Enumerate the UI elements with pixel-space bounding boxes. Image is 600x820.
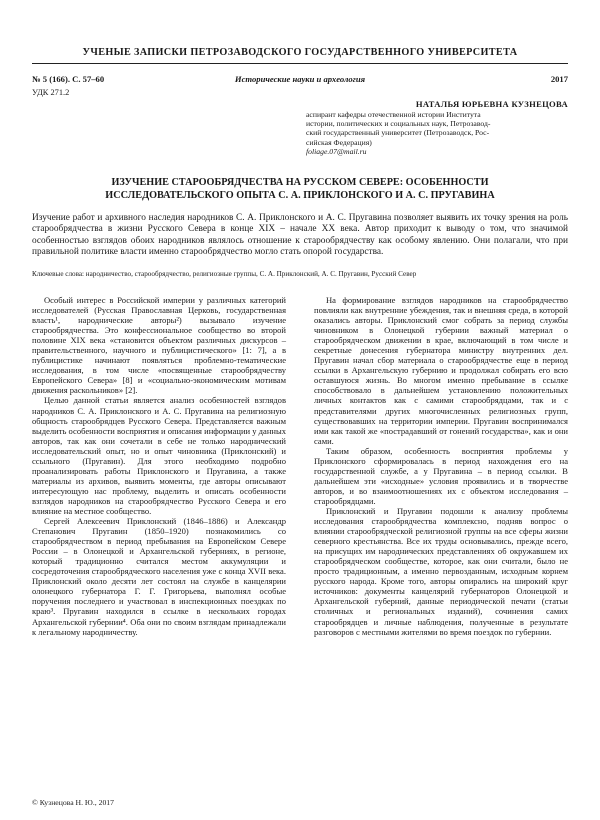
author-email[interactable]: foliage.07@mail.ru xyxy=(306,146,367,156)
body-paragraph: Целью данной статьи является анализ особенностей взглядов народников С. А. Приклонского и А. С. Пругавина на религиозную общность старообрядцев Русского Севера. Представляется важным выделить особенности восприятия и описания информации у данных авторов, так как они сочетали в себе не только народнический исследовательский опыт, но и опыт чиновника (Приклонский) и ссыльного (Пругавин). Для этого необходимо подробно проанализировать работы Приклонского и Пругавина, а также материалы из архивов, выявить моменты, где авторы описывают интересующую нас проблему, выделить и описать особенности взглядов народников на старообрядчество Русского Севера и его влияние на местное сообщество. xyxy=(32,395,286,516)
keywords: Ключевые слова: народничество, старообрядчество, религиозные группы, С. А. Приклонский, А. С. Пругавин, Русский Север xyxy=(32,270,417,278)
body-column-right xyxy=(314,295,568,637)
author-block xyxy=(306,99,568,156)
issue-year: 2017 xyxy=(550,74,568,84)
author-affiliation-line: истории, политических и социальных наук, Петрозавод- xyxy=(306,119,491,129)
issue-info: № 5 (166). С. 57–60 xyxy=(32,74,105,84)
author-name: НАТАЛЬЯ ЮРЬЕВНА КУЗНЕЦОВА xyxy=(415,99,568,109)
abstract: Изучение работ и архивного наследия народников С. А. Приклонского и А. С. Пругавина позволяет выявить их точку зрения на роль старообрядчества в жизни Русского Севера в конце XIX – начале XX века. Автор приходит к выводу о том, что значимой особенностью взглядов обоих народников являлось отношение к старообрядчеству как особому явлению. Они полагали, что при правильной политике власти именно старообрядчество могло стать опорой государства. xyxy=(32,213,568,257)
body-paragraph: Приклонский и Пругавин подошли к анализу проблемы исследования старообрядчества комплексно, подняв вопрос о влиянии старообрядческой религиозной группы на все сферы жизни северного крестьянства. Все их труды основывались, прежде всего, на присущих им народнических представлениях об окружавшем их старообрядческом сообществе, которое, как они считали, было не просто традиционным, а именно первозданным, исходным корнем русского народа. Кроме того, авторы опирались на широкий круг источников: документы канцелярий губернаторов Олонецкой и Архангельской губерний, данные периодической печати (статьи столичных и региональных изданий), сочинения самих старообрядцев и личные наблюдения, полученные в результате разговоров с местными жителями во время поездок по губернии. xyxy=(314,505,568,637)
body-paragraph: На формирование взглядов народников на старообрядчество повлияли как внутренние убеждения, так и внешняя среда, в которой оказались авторы. Приклонский смог собрать за период службы чиновником в Олонецкой губернии важный материал о старообрядческом движении в крае, включающий в том числе и секретные донесения губернатора министру внутренних дел. Пругавин начал сбор материала о старообрядчестве еще в период ссылки в Архангельскую губернию и продолжал собирать его всю оставшуюся жизнь. Во многом именно пребывание в ссылке способствовало в дальнейшем установлению положительных личных контактов как с самими старообрядцами, так и с представителями других многочисленных религиозных групп, существовавших на территории империи. Пругавин воспринимался ими как такой же «пострадавший от гонений государства», как и они сами. xyxy=(314,295,568,446)
journal-title: УЧЕНЫЕ ЗАПИСКИ ПЕТРОЗАВОДСКОГО ГОСУДАРСТВЕННОГО УНИВЕРСИТЕТА xyxy=(82,47,518,58)
body-paragraph: Сергей Алексеевич Приклонский (1846–1886) и Александр Степанович Пругавин (1850–1920) познакомились со старообрядчеством в период пребывания на Европейском Севере России – в Олонецкой и Архангельской губерниях, в регионе, который традиционно считался местом аккумуляции и сосредоточения старообрядческого населения уже с конца XVII века. Приклонский около десяти лет состоял на службе в канцелярии олонецкого губернатора Г. Г. Григорьева, выполнял особые поручения последнего и участвовал в инспекционных поездках по краю³. Пругавин находился в ссылке в нескольких городах Архангельской губернии⁴. Оба они по своим взглядам принадлежали к легальному народничеству. xyxy=(32,516,286,637)
author-affiliation-line: аспирант кафедры отечественной истории Института xyxy=(306,110,481,119)
body-paragraph: Особый интерес в Российской империи у различных категорий исследователей (Русская Православная Церковь, государственная власть¹, народнические авторы²) вызывало изучение старообрядчества. Это конфессиональное сообщество во второй половине XIX века «становится объектом различных дискурсов – правительственного, научного и публицистического» [1: 7], а в публицистике начинают появляться проблемно-тематические исследования, в том числе «посвященные старообрядчеству Европейского Севера» [8] и «социально-экономическим мотивам движения раскольников» [2]. xyxy=(32,295,286,396)
copyright: © Кузнецова Н. Ю., 2017 xyxy=(32,798,114,807)
body-column-left xyxy=(32,295,286,637)
udk-code: УДК 271.2 xyxy=(32,88,70,97)
article-title-line: ИССЛЕДОВАТЕЛЬСКОГО ОПЫТА С. А. ПРИКЛОНСКОГО И А. С. ПРУГАВИНА xyxy=(105,190,495,202)
header-rule xyxy=(32,63,568,64)
body-paragraph: Таким образом, особенность восприятия проблемы у Приклонского сформировалась в период нахождения его на государственной службе, а у Пругавина – в период ссылки. В дальнейшем эти «исходные» условия проявились и в творчестве авторов, и во взаимоотношениях их с объектом исследования – старообрядцами. xyxy=(314,445,568,506)
section-name: Исторические науки и археология xyxy=(234,74,366,84)
article-title xyxy=(40,176,560,202)
author-affiliation-line: сийская Федерация) xyxy=(306,137,372,147)
author-affiliation-line: ский государственный университет (Петрозаводск, Рос- xyxy=(306,128,490,138)
article-title-line: ИЗУЧЕНИЕ СТАРООБРЯДЧЕСТВА НА РУССКОМ СЕВЕРЕ: ОСОБЕННОСТИ xyxy=(111,177,489,188)
